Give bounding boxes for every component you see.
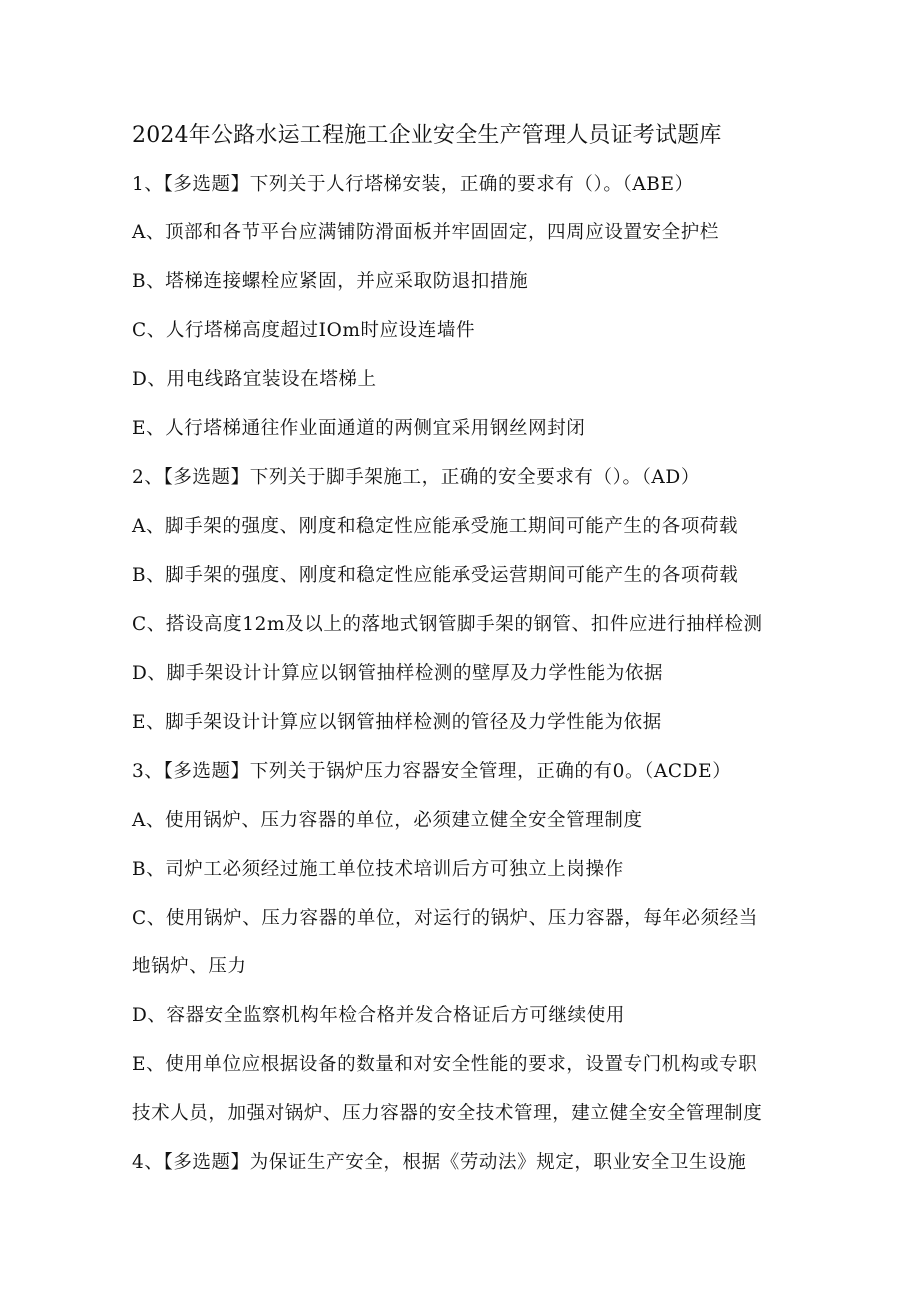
question-2-option-b: B、脚手架的强度、刚度和稳定性应能承受运营期间可能产生的各项荷载 bbox=[132, 565, 739, 586]
document-title: 2024年公路水运工程施工企业安全生产管理人员证考试题库 bbox=[132, 123, 722, 148]
question-1-option-b: B、塔梯连接螺栓应紧固，并应采取防退扣措施 bbox=[132, 271, 529, 292]
question-1-option-e: E、人行塔梯通往作业面通道的两侧宜采用钢丝网封闭 bbox=[132, 418, 586, 439]
question-2-stem: 2、【多选题】下列关于脚手架施工，正确的安全要求有（）。（AD） bbox=[132, 467, 700, 488]
question-2-option-e: E、脚手架设计计算应以钢管抽样检测的管径及力学性能为依据 bbox=[132, 712, 662, 733]
question-3-option-c-continued: 地锅炉、压力 bbox=[132, 956, 247, 977]
question-4-stem: 4、【多选题】为保证生产安全，根据《劳动法》规定，职业安全卫生设施 bbox=[132, 1152, 747, 1173]
question-1-option-a: A、顶部和各节平台应满铺防滑面板并牢固固定，四周应设置安全护栏 bbox=[132, 222, 719, 243]
question-3-option-b: B、司炉工必须经过施工单位技术培训后方可独立上岗操作 bbox=[132, 859, 624, 880]
question-3-option-a: A、使用锅炉、压力容器的单位，必须建立健全安全管理制度 bbox=[132, 810, 643, 831]
question-2-option-c: C、搭设高度12m及以上的落地式钢管脚手架的钢管、扣件应进行抽样检测 bbox=[132, 614, 763, 635]
question-1-stem: 1、【多选题】下列关于人行塔梯安装，正确的要求有（）。（ABE） bbox=[132, 174, 694, 195]
question-3-option-d: D、容器安全监察机构年检合格并发合格证后方可继续使用 bbox=[132, 1005, 625, 1026]
question-3-option-e-continued: 技术人员，加强对锅炉、压力容器的安全技术管理，建立健全安全管理制度 bbox=[132, 1103, 763, 1124]
question-3-option-e: E、使用单位应根据设备的数量和对安全性能的要求，设置专门机构或专职 bbox=[132, 1054, 758, 1075]
question-1-option-c: C、人行塔梯高度超过IOm时应设连墙件 bbox=[132, 320, 476, 341]
question-1-option-d: D、用电线路宜装设在塔梯上 bbox=[132, 369, 377, 390]
question-2-option-a: A、脚手架的强度、刚度和稳定性应能承受施工期间可能产生的各项荷载 bbox=[132, 516, 739, 537]
question-3-option-c: C、使用锅炉、压力容器的单位，对运行的锅炉、压力容器，每年必须经当 bbox=[132, 908, 758, 929]
question-3-stem: 3、【多选题】下列关于锅炉压力容器安全管理，正确的有0。（ACDE） bbox=[132, 761, 732, 782]
question-2-option-d: D、脚手架设计计算应以钢管抽样检测的壁厚及力学性能为依据 bbox=[132, 663, 664, 684]
